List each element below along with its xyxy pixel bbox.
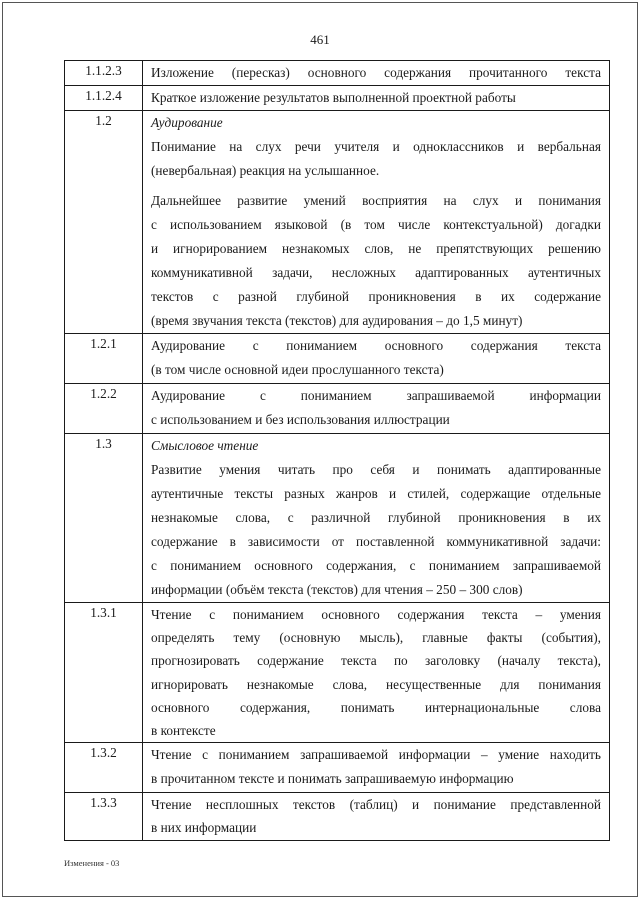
table-row — [65, 111, 610, 334]
text-line: информации (объём текста (текстов) для чтения – 250 – 300 слов) — [151, 582, 523, 597]
row-number: 1.2.2 — [65, 384, 143, 434]
row-content — [143, 111, 610, 334]
section-heading: Аудирование — [151, 115, 223, 130]
row-content — [143, 434, 610, 603]
row-content — [143, 793, 610, 841]
text-line: Понимание на слух речи учителя и одноклассников и вербальная — [151, 139, 601, 154]
text-line: (невербальная) реакция на услышанное. — [151, 163, 380, 178]
table-row — [65, 434, 610, 603]
text-line: в контексте — [151, 723, 216, 739]
text-line: игнорировать незнакомые слова, несущественные для понимания — [151, 676, 601, 692]
row-content — [143, 86, 610, 111]
text-line: с пониманием основного содержания, с пониманием запрашиваемой — [151, 558, 601, 573]
text-line: коммуникативной задачи, несложных адаптированных аутентичных — [151, 265, 601, 280]
row-content — [143, 61, 610, 86]
text-line: незнакомые слова, с различной глубиной проникновения в их — [151, 510, 601, 525]
table-row — [65, 86, 610, 111]
table-row — [65, 603, 610, 743]
text-line: определять тему (основную мысль), главные факты (события), — [151, 630, 601, 646]
text-line: текстов с разной глубиной проникновения в их содержание — [151, 289, 601, 304]
text-line: Чтение с пониманием запрашиваемой информации – умение находить — [151, 747, 601, 763]
text-line: аутентичные тексты разных жанров и стилей, содержащие отдельные — [151, 486, 601, 501]
row-number: 1.1.2.3 — [65, 61, 143, 86]
row-content — [143, 334, 610, 384]
row-number: 1.3.2 — [65, 743, 143, 793]
text-line: Развитие умения читать про себя и понимать адаптированные — [151, 462, 601, 477]
row-number: 1.2 — [65, 111, 143, 334]
text-line: Чтение несплошных текстов (таблиц) и понимание представленной — [151, 797, 601, 813]
table-row — [65, 384, 610, 434]
text-line: основного содержания, понимать интернациональные слова — [151, 699, 601, 715]
page-number: 461 — [310, 32, 330, 47]
row-content — [143, 384, 610, 434]
text-line: Аудирование с пониманием запрашиваемой информации — [151, 388, 601, 403]
section-heading: Смысловое чтение — [151, 438, 259, 453]
text-line: Аудирование с пониманием основного содержания текста — [151, 338, 601, 353]
table-row — [65, 793, 610, 841]
text-line: с использованием языковой (в том числе контекстуальной) догадки — [151, 217, 601, 232]
page-footer: Изменения - 03 — [64, 858, 120, 868]
text-line: в прочитанном тексте и понимать запрашиваемую информацию — [151, 771, 514, 787]
text-line: Краткое изложение результатов выполненной проектной работы — [151, 90, 516, 105]
table-row — [65, 61, 610, 86]
table-row — [65, 334, 610, 384]
row-content — [143, 603, 610, 743]
row-number: 1.3 — [65, 434, 143, 603]
text-line: содержание в зависимости от поставленной коммуникативной задачи: — [151, 534, 601, 549]
text-line: в них информации — [151, 820, 257, 836]
text-line: (время звучания текста (текстов) для аудирования – до 1,5 минут) — [151, 313, 523, 328]
text-line: Изложение (пересказ) основного содержания прочитанного текста — [151, 65, 601, 80]
table-row — [65, 743, 610, 793]
text-line: и игнорированием незнакомых слов, не препятствующих решению — [151, 241, 601, 256]
row-content — [143, 743, 610, 793]
curriculum-table — [64, 60, 610, 841]
text-line: Чтение с пониманием основного содержания текста – умения — [151, 607, 601, 622]
row-number: 1.3.1 — [65, 603, 143, 743]
row-number: 1.3.3 — [65, 793, 143, 841]
row-number: 1.1.2.4 — [65, 86, 143, 111]
text-line: прогнозировать содержание текста по заголовку (началу текста), — [151, 653, 601, 669]
text-line: с использованием и без использования иллюстрации — [151, 412, 450, 427]
text-line: (в том числе основной идеи прослушанного текста) — [151, 362, 444, 377]
text-line: Дальнейшее развитие умений восприятия на слух и понимания — [151, 193, 601, 208]
row-number: 1.2.1 — [65, 334, 143, 384]
